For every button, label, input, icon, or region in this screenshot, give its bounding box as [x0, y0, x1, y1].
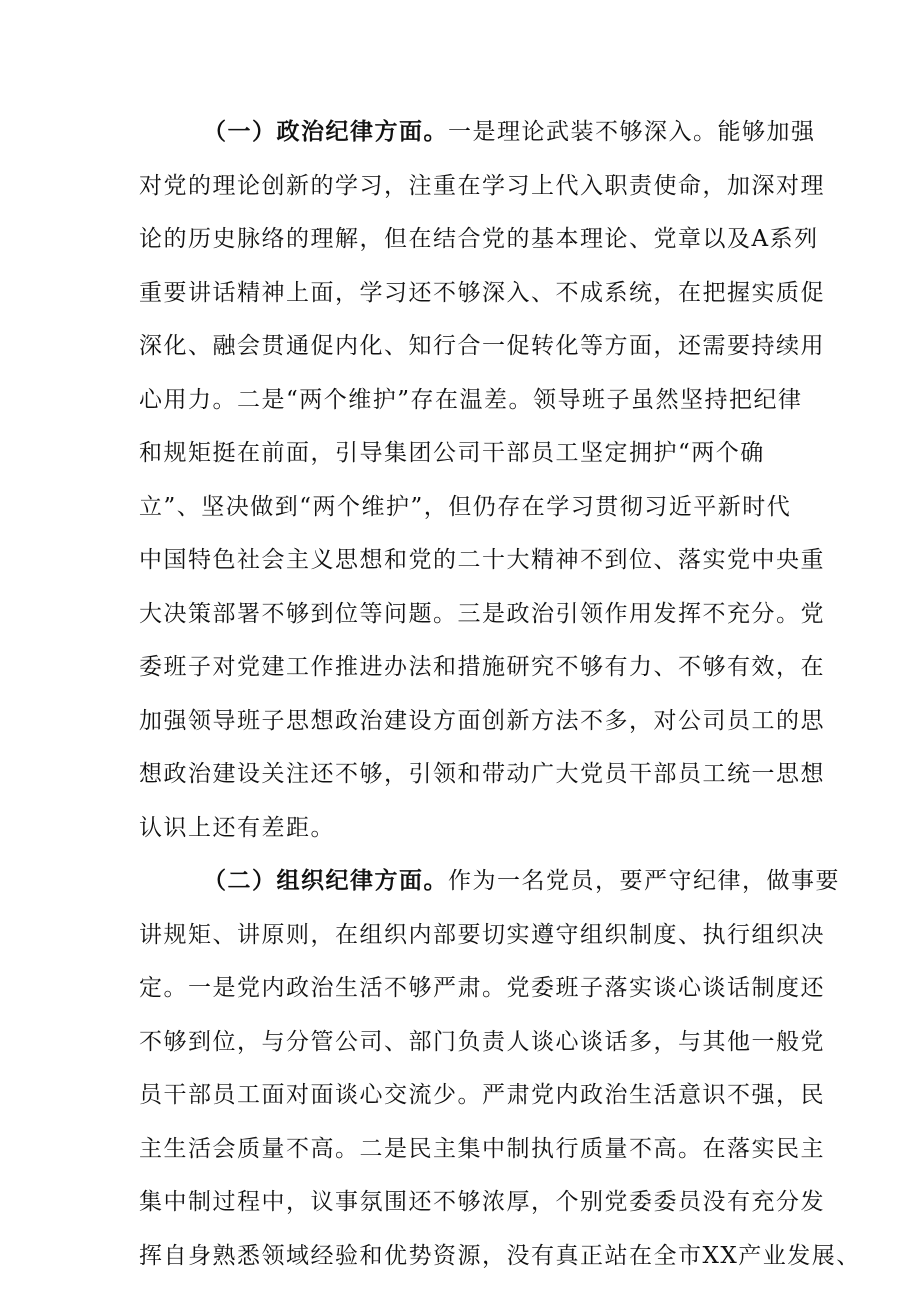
document-body	[139, 106, 861, 1283]
paragraph-line: 加强领导班子思想政治建设方面创新方法不多，对公司员工的思	[139, 707, 825, 734]
paragraph-line: 中国特色社会主义思想和党的二十大精神不到位、落实党中央重	[139, 547, 825, 573]
paragraph-line: 作为一名党员，要严守纪律，做事要	[448, 868, 840, 894]
paragraph-line: 委班子对党建工作推进办法和措施研究不够有力、不够有效，在	[139, 654, 825, 680]
paragraph-line: 讲规矩、讲原则，在组织内部要切实遵守组织制度、执行组织决	[139, 921, 825, 948]
section2-heading: （二）组织纪律方面。	[203, 868, 448, 894]
paragraph-line: 论的历史脉络的理解，但在结合党的基本理论、党章以及A系列	[139, 226, 819, 252]
paragraph-line: 立”、坚决做到“两个维护”，但仍存在学习贯彻习近平新时代	[139, 493, 792, 520]
paragraph-line: 主生活会质量不高。二是民主集中制执行质量不高。在落实民主	[139, 1135, 825, 1162]
paragraph-line: 集中制过程中，议事氛围还不够浓厚，个别党委委员没有充分发	[139, 1189, 825, 1215]
paragraph-line: 对党的理论创新的学习，注重在学习上代入职责使命，加深对理	[139, 172, 825, 199]
paragraph-line: 想政治建设关注还不够，引领和带动广大党员干部员工统一思想	[139, 761, 825, 787]
paragraph-line: 定。一是党内政治生活不够严肃。党委班子落实谈心谈话制度还	[139, 975, 825, 1001]
paragraph-line: 重要讲话精神上面，学习还不够深入、不成系统，在把握实质促	[139, 279, 825, 306]
section1-first-line	[139, 106, 816, 160]
section1-heading: （一）政治纪律方面。	[203, 119, 448, 145]
paragraph-line: 员干部员工面对面谈心交流少。严肃党内政治生活意识不强，民	[139, 1082, 825, 1108]
paragraph-line: 和规矩挺在前面，引导集团公司干部员工坚定拥护“两个确	[139, 440, 765, 466]
paragraph-line: 认识上还有差距。	[139, 814, 335, 841]
paragraph-line: 深化、融会贯通促内化、知行合一促转化等方面，还需要持续用	[139, 333, 825, 359]
paragraph-line: 一是理论武装不够深入。能够加强	[448, 119, 816, 145]
paragraph-line: 大决策部署不够到位等问题。三是政治引领作用发挥不充分。党	[139, 600, 825, 627]
paragraph-line: 心用力。二是“两个维护”存在温差。领导班子虽然坚持把纪律	[139, 386, 803, 413]
section2-first-line	[139, 855, 840, 909]
paragraph-line: 挥自身熟悉领域经验和优势资源，没有真正站在全市XX产业发展、	[139, 1242, 861, 1269]
paragraph-line: 不够到位，与分管公司、部门负责人谈心谈话多，与其他一般党	[139, 1028, 825, 1055]
